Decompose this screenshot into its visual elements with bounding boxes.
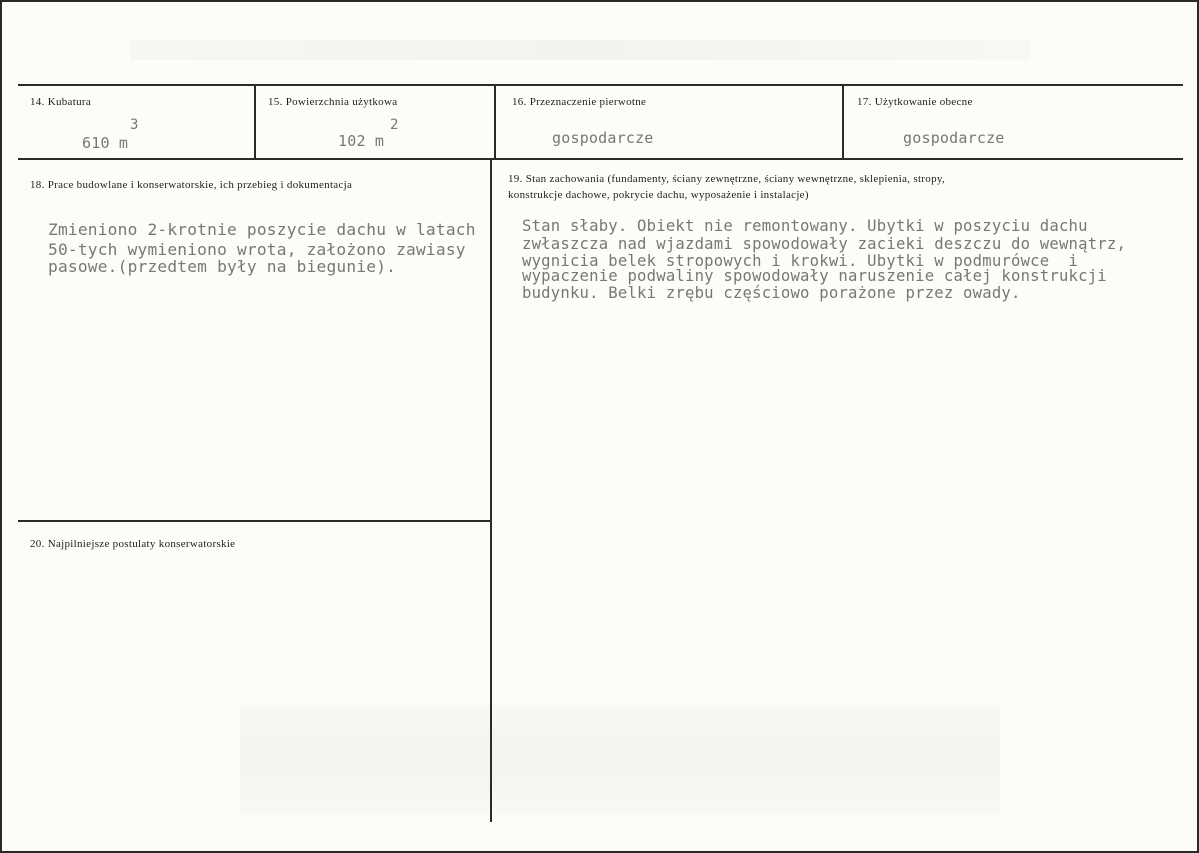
field-15-label: 15. Powierzchnia użytkowa (268, 96, 398, 108)
row-divider-18-20 (18, 520, 492, 522)
field-16-value: gospodarcze (552, 129, 654, 147)
field-14-value: 610 m (82, 134, 129, 152)
bleed-through-bottom (240, 705, 1000, 815)
header-row-divider (18, 158, 1183, 160)
field-19-line-5: budynku. Belki zrębu częściowo porażone przez owady. (522, 284, 1021, 302)
field-17-label: 17. Użytkowanie obecne (857, 96, 973, 108)
bleed-through-top (130, 40, 1030, 60)
field-18-label: 18. Prace budowlane i konserwatorskie, ich przebieg i dokumentacja (30, 179, 353, 191)
col-divider-main (490, 160, 492, 822)
field-19-line-4: wypaczenie podwaliny spowodowały naruszenie całej konstrukcji (522, 267, 1107, 285)
field-18-line-3: pasowe.(przedtem były na biegunie). (48, 257, 397, 276)
col-divider-16-17 (842, 86, 844, 158)
top-rule (18, 84, 1183, 86)
field-16-label: 16. Przeznaczenie pierwotne (512, 96, 647, 108)
field-19-line-2: zwłaszcza nad wjazdami spowodowały zacieki deszczu do wewnątrz, (522, 235, 1127, 253)
field-14-label: 14. Kubatura (30, 96, 92, 108)
field-18-line-1: Zmieniono 2-krotnie poszycie dachu w latach (48, 220, 476, 239)
field-18-line-2: 50-tych wymieniono wrota, założono zawiasy (48, 240, 466, 259)
field-20-label: 20. Najpilniejsze postulaty konserwatorskie (30, 538, 236, 550)
field-19-line-1: Stan słaby. Obiekt nie remontowany. Ubytki w poszyciu dachu (522, 217, 1088, 235)
field-14-unit-exponent: 3 (130, 117, 139, 133)
field-19-label-line-2: konstrukcje dachowe, pokrycie dachu, wyposażenie i instalacje) (508, 189, 809, 201)
field-19-label-line-1: 19. Stan zachowania (fundamenty, ściany zewnętrzne, ściany wewnętrzne, sklepienia, stropy, (508, 173, 946, 185)
col-divider-14-15 (254, 86, 256, 158)
col-divider-15-16 (494, 86, 496, 158)
field-19-line-3: wygnicia belek stropowych i krokwi. Ubytki w podmurówce i (522, 252, 1079, 270)
field-15-unit-exponent: 2 (390, 117, 399, 133)
field-17-value: gospodarcze (903, 129, 1005, 147)
field-15-value: 102 m (338, 132, 385, 150)
